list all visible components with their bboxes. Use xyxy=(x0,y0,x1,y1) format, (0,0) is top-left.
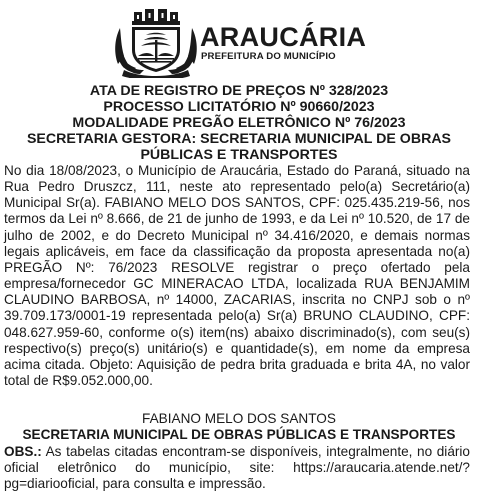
obs-text: As tabelas citadas encontram-se disponíveis, integralmente, no diário oficial eletrônico do município, site: https://araucaria.atende.net/?pg=diariooficial, para consulta e impressão. xyxy=(4,444,470,492)
title-secretaria-line-1: SECRETARIA GESTORA: SECRETARIA MUNICIPAL DE OBRAS xyxy=(26,131,452,147)
body-paragraph: No dia 18/08/2023, o Município de Araucária, Estado do Paraná, situado na Rua Pedro Druszcz, 111, neste ato representado pelo(a) Secretário(a) Municipal Sr(a). FABIANO MELO DOS SANTOS, CPF: 025.435.219-56, nos termos da Lei nº 8.666, de 21 de junho de 1993, e da Lei nº 10.520, de 17 de julho de 2002, e do Decreto Municipal nº 34.416/2020, e demais normas legais aplicáveis, em face da classificação da proposta apresentada no(a) PREGÃO Nº: 76/2023 RESOLVE registrar o preço ofertado pela empresa/fornecedor GC MINERACAO LTDA, localizada RUA BENJAMIM CLAUDINO BARBOSA, nº 14000, ZACARIAS, inscrita no CNPJ sob o nº 39.709.173/0001-19 representada pelo(a) Sr(a) BRUNO CLAUDINO, CPF: 048.627.959-60, conforme o(s) item(ns) abaixo discriminado(s), com seu(s) respectivo(s) preço(s) unitário(s) e quantidade(s), em nome da empresa acima citada. Objeto: Aquisição de pedra brita graduada e brita 4A, no valor total de R$9.052.000,00. xyxy=(4,163,470,389)
signatory-name: FABIANO MELO DOS SANTOS xyxy=(142,411,336,426)
obs-note xyxy=(4,444,470,492)
title-processo: PROCESSO LICITATÓRIO Nº 90660/2023 xyxy=(103,99,375,115)
signature-block xyxy=(4,411,474,443)
brand-block xyxy=(200,24,380,62)
title-ata: ATA DE REGISTRO DE PREÇOS Nº 328/2023 xyxy=(89,83,389,99)
title-modalidade: MODALIDADE PREGÃO ELETRÔNICO Nº 76/2023 xyxy=(72,115,406,131)
header xyxy=(0,0,478,82)
signatory-department: SECRETARIA MUNICIPAL DE OBRAS PÚBLICAS E TRANSPORTES xyxy=(22,427,456,442)
title-secretaria-line-2: PÚBLICAS E TRANSPORTES xyxy=(140,147,338,163)
brand-subtitle: PREFEITURA DO MUNICÍPIO xyxy=(201,51,336,62)
obs-label: OBS.: xyxy=(4,444,42,459)
brand-name: ARAUCÁRIA xyxy=(200,22,367,52)
municipal-coat-of-arms-icon xyxy=(110,6,202,78)
document-titles xyxy=(4,83,474,163)
